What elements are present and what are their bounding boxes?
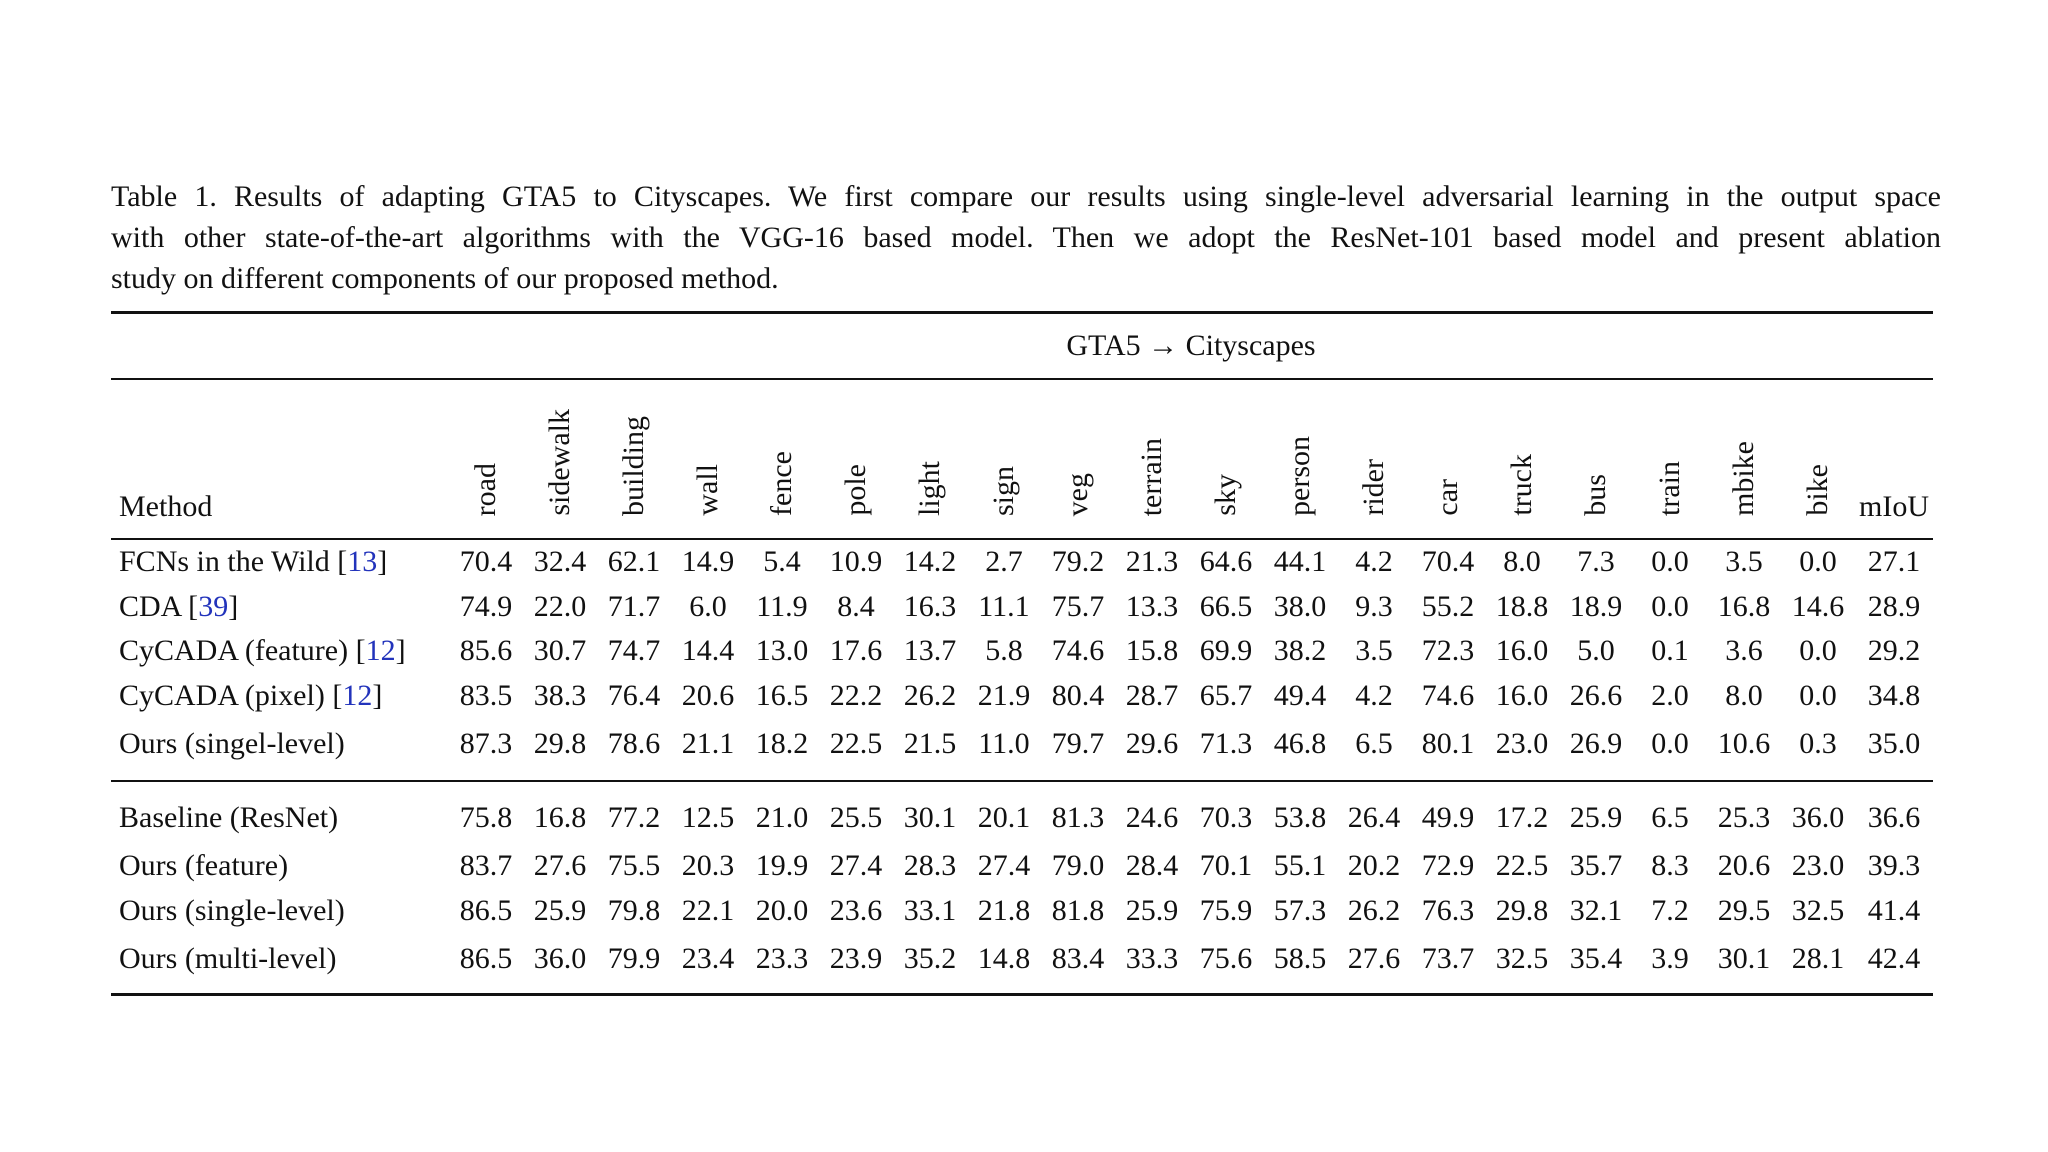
column-header-fence (745, 379, 819, 539)
column-header-label: bike (1801, 464, 1834, 516)
column-header-veg (1041, 379, 1115, 539)
table-cell: 29.2 (1867, 634, 1921, 668)
table-row (111, 933, 1933, 995)
table-cell: 18.8 (1495, 589, 1549, 623)
table-cell: 44.1 (1273, 545, 1327, 579)
table-cell: 21.8 (977, 893, 1031, 927)
table-cell: 20.6 (1717, 849, 1771, 883)
table-cell: 3.6 (1725, 634, 1763, 668)
table-cell: 75.9 (1199, 893, 1253, 927)
table-cell: 30.7 (533, 634, 587, 668)
table-cell: 7.3 (1577, 545, 1615, 579)
table-cell: 74.6 (1421, 678, 1475, 712)
table-cell: 77.2 (607, 801, 661, 834)
caption-line: study on different components of our proposed method. (111, 262, 779, 295)
table-cell: 81.3 (1051, 801, 1105, 834)
column-header-label: wall (691, 464, 724, 516)
table-cell: 29.8 (523, 718, 597, 781)
citation-bracket: ] (228, 589, 239, 623)
table-cell: 18.2 (745, 718, 819, 781)
table-cell: 21.5 (893, 718, 967, 781)
table-cell: 18.9 (1569, 589, 1623, 623)
table-cell: 72.3 (1421, 634, 1475, 668)
table-cell: 25.9 (1569, 801, 1623, 834)
column-header-label: mbike (1727, 441, 1760, 516)
citation-bracket: ] (377, 545, 388, 579)
table-cell: 73.7 (1411, 933, 1485, 995)
table-cell: 10.6 (1707, 718, 1781, 781)
table-row (111, 889, 1933, 934)
table-cell: 17.2 (1495, 801, 1549, 834)
table-cell: 23.9 (819, 933, 893, 995)
table-cell: 16.8 (533, 801, 587, 834)
method-label: Ours (feature) (119, 849, 289, 883)
table-cell: 27.6 (1337, 933, 1411, 995)
table-row (111, 539, 1933, 585)
table-cell: 0.0 (1799, 678, 1837, 712)
table-cell: 21.0 (755, 801, 809, 834)
table-cell: 49.4 (1273, 678, 1327, 712)
method-label: Ours (single-level) (119, 893, 345, 927)
table-cell: 38.0 (1273, 589, 1327, 623)
column-header-bike (1781, 379, 1855, 539)
table-cell: 13.0 (755, 634, 809, 668)
table-cell: 32.1 (1569, 893, 1623, 927)
column-header-label: building (617, 415, 650, 516)
column-header-label: pole (839, 464, 872, 516)
column-header-label: bus (1579, 474, 1612, 516)
table-cell: 3.9 (1633, 933, 1707, 995)
column-header-label: sidewalk (543, 409, 576, 516)
table-cell: 14.6 (1791, 589, 1845, 623)
table-cell: 21.1 (671, 718, 745, 781)
table-cell: 28.3 (903, 849, 957, 883)
table-cell: 35.7 (1569, 849, 1623, 883)
table-cell: 23.6 (829, 893, 883, 927)
table-cell: 86.5 (459, 893, 513, 927)
table-cell: 32.5 (1791, 893, 1845, 927)
table-cell: 3.5 (1355, 634, 1393, 668)
table-cell: 75.6 (1189, 933, 1263, 995)
column-header-sky (1189, 379, 1263, 539)
table-cell: 0.0 (1799, 545, 1837, 579)
table-cell: 7.2 (1651, 893, 1689, 927)
column-header-row (111, 379, 1933, 539)
method-name (111, 629, 449, 674)
method-name (111, 889, 449, 934)
table-cell: 66.5 (1199, 589, 1253, 623)
table-cell: 20.1 (977, 801, 1031, 834)
column-header-label: train (1653, 461, 1686, 516)
column-header-sign (967, 379, 1041, 539)
table-cell: 6.5 (1337, 718, 1411, 781)
table-cell: 22.1 (681, 893, 735, 927)
column-header-label: sign (987, 465, 1020, 516)
table-cell: 27.1 (1867, 545, 1921, 579)
table-cell: 36.6 (1867, 801, 1921, 834)
table-cell: 0.0 (1799, 634, 1837, 668)
table-cell: 34.8 (1867, 678, 1921, 712)
table-cell: 74.7 (607, 634, 661, 668)
table-cell: 35.2 (893, 933, 967, 995)
table-cell: 25.9 (1125, 893, 1179, 927)
table-cell: 36.0 (1791, 801, 1845, 834)
table-cell: 6.5 (1651, 801, 1689, 834)
table-cell: 87.3 (449, 718, 523, 781)
method-name (111, 674, 449, 719)
table-cell: 28.1 (1781, 933, 1855, 995)
column-header-road (449, 379, 523, 539)
table-cell: 20.2 (1347, 849, 1401, 883)
table-cell: 8.3 (1651, 849, 1689, 883)
table-cell: 39.3 (1867, 849, 1921, 883)
table-cell: 23.3 (745, 933, 819, 995)
table-cell: 15.8 (1125, 634, 1179, 668)
table-cell: 6.0 (689, 589, 727, 623)
column-header-person (1263, 379, 1337, 539)
table-row (111, 718, 1933, 781)
table-cell: 74.6 (1051, 634, 1105, 668)
table-cell: 17.6 (829, 634, 883, 668)
table-cell: 55.1 (1273, 849, 1327, 883)
table-cell: 35.4 (1559, 933, 1633, 995)
table-cell: 80.1 (1411, 718, 1485, 781)
table-cell: 71.7 (607, 589, 661, 623)
table-cell: 79.7 (1041, 718, 1115, 781)
method-label: Baseline (ResNet) (119, 801, 339, 834)
method-label: CDA [ (119, 589, 199, 623)
table-cell: 76.3 (1421, 893, 1475, 927)
method-name (111, 585, 449, 630)
table-cell: 16.5 (755, 678, 809, 712)
caption-line: with other state-of-the-art algorithms with the VGG-16 based model. Then we adopt the ResNet-101 based model and present ablation (111, 221, 1941, 254)
citation-bracket: ] (372, 678, 383, 712)
table-cell: 78.6 (597, 718, 671, 781)
table-cell: 16.0 (1495, 678, 1549, 712)
table-row (111, 844, 1933, 889)
table-cell: 29.5 (1717, 893, 1771, 927)
table-cell: 23.0 (1485, 718, 1559, 781)
method-name (111, 539, 449, 585)
table-cell: 71.3 (1189, 718, 1263, 781)
method-label: Ours (singel-level) (119, 727, 345, 760)
table-cell: 4.2 (1355, 545, 1393, 579)
table-cell: 20.3 (681, 849, 735, 883)
table-cell: 19.9 (755, 849, 809, 883)
table-cell: 14.8 (967, 933, 1041, 995)
column-header-label: veg (1061, 472, 1094, 516)
table-cell: 70.3 (1199, 801, 1253, 834)
column-header-pole (819, 379, 893, 539)
table-cell: 26.4 (1347, 801, 1401, 834)
table-cell: 27.6 (533, 849, 587, 883)
table-cell: 85.6 (459, 634, 513, 668)
table-cell: 62.1 (607, 545, 661, 579)
table-cell: 35.0 (1855, 718, 1933, 781)
table-cell: 5.8 (985, 634, 1023, 668)
method-label: CyCADA (feature) [ (119, 634, 366, 668)
table-cell: 80.4 (1051, 678, 1105, 712)
table-cell: 8.4 (837, 589, 875, 623)
table-cell: 12.5 (681, 801, 735, 834)
method-name (111, 781, 449, 844)
column-header-sidewalk (523, 379, 597, 539)
column-header-miou: mIoU (1855, 379, 1933, 539)
table-cell: 14.9 (681, 545, 735, 579)
table-cell: 70.1 (1199, 849, 1253, 883)
table-row (111, 674, 1933, 719)
table-cell: 9.3 (1355, 589, 1393, 623)
column-header-label: road (469, 462, 502, 516)
table-cell: 64.6 (1199, 545, 1253, 579)
method-label: FCNs in the Wild [ (119, 545, 348, 579)
table-cell: 32.4 (533, 545, 587, 579)
table-row (111, 629, 1933, 674)
table-cell: 72.9 (1421, 849, 1475, 883)
table-cell: 22.5 (1495, 849, 1549, 883)
citation-link[interactable]: 12 (342, 678, 373, 712)
table-cell: 22.5 (819, 718, 893, 781)
column-header-mbike (1707, 379, 1781, 539)
method-label: Ours (multi-level) (119, 942, 337, 975)
table-cell: 30.1 (1707, 933, 1781, 995)
table-cell: 53.8 (1273, 801, 1327, 834)
table-cell: 16.3 (903, 589, 957, 623)
table-cell: 16.8 (1717, 589, 1771, 623)
table-cell: 23.0 (1791, 849, 1845, 883)
column-header-truck (1485, 379, 1559, 539)
table-row (111, 585, 1933, 630)
table-cell: 46.8 (1263, 718, 1337, 781)
table-cell: 26.2 (903, 678, 957, 712)
table-cell: 4.2 (1355, 678, 1393, 712)
table-cell: 26.2 (1347, 893, 1401, 927)
column-header-label: terrain (1135, 437, 1168, 516)
table-cell: 83.7 (459, 849, 513, 883)
table-cell: 21.3 (1125, 545, 1179, 579)
table-cell: 83.5 (459, 678, 513, 712)
table-cell: 20.6 (681, 678, 735, 712)
table-cell: 13.3 (1125, 589, 1179, 623)
table-cell: 5.0 (1577, 634, 1615, 668)
table-cell: 81.8 (1051, 893, 1105, 927)
table-cell: 3.5 (1725, 545, 1763, 579)
column-header-label: light (913, 460, 946, 516)
table-cell: 83.4 (1041, 933, 1115, 995)
table-cell: 32.5 (1485, 933, 1559, 995)
table-cell: 24.6 (1125, 801, 1179, 834)
table-cell: 70.4 (459, 545, 513, 579)
table-cell: 65.7 (1199, 678, 1253, 712)
table-cell: 2.0 (1651, 678, 1689, 712)
table-cell: 76.4 (607, 678, 661, 712)
column-header-building (597, 379, 671, 539)
column-header-wall (671, 379, 745, 539)
column-header-terrain (1115, 379, 1189, 539)
table-cell: 20.0 (755, 893, 809, 927)
table-cell: 14.4 (681, 634, 735, 668)
table-cell: 86.5 (449, 933, 523, 995)
table-cell: 11.1 (978, 589, 1030, 623)
table-cell: 38.2 (1273, 634, 1327, 668)
group-header-row (111, 313, 1933, 380)
table-cell: 2.7 (985, 545, 1023, 579)
table-cell: 58.5 (1263, 933, 1337, 995)
citation-bracket: ] (395, 634, 406, 668)
caption-line: Table 1. Results of adapting GTA5 to Cityscapes. We first compare our results using single-level adversarial learning in the output space (111, 180, 1941, 213)
table-cell: 8.0 (1503, 545, 1541, 579)
table-cell: 16.0 (1495, 634, 1549, 668)
results-table (111, 311, 1933, 996)
table-cell: 21.9 (977, 678, 1031, 712)
table-cell: 79.2 (1051, 545, 1105, 579)
column-header-car (1411, 379, 1485, 539)
column-header-train (1633, 379, 1707, 539)
citation-link[interactable]: 12 (365, 634, 396, 668)
table-cell: 14.2 (903, 545, 957, 579)
table-cell: 70.4 (1421, 545, 1475, 579)
citation-link[interactable]: 13 (347, 545, 378, 579)
table-cell: 23.4 (671, 933, 745, 995)
table-cell: 11.0 (967, 718, 1041, 781)
table-cell: 5.4 (763, 545, 801, 579)
table-cell: 22.2 (829, 678, 883, 712)
method-label: CyCADA (pixel) [ (119, 678, 343, 712)
table-cell: 8.0 (1725, 678, 1763, 712)
citation-link[interactable]: 39 (198, 589, 229, 623)
table-cell: 75.8 (459, 801, 513, 834)
table-cell: 33.1 (903, 893, 957, 927)
table-cell: 75.5 (607, 849, 661, 883)
table-cell: 29.6 (1115, 718, 1189, 781)
table-cell: 27.4 (829, 849, 883, 883)
table-cell: 69.9 (1199, 634, 1253, 668)
table-cell: 28.7 (1125, 678, 1179, 712)
table-cell: 10.9 (829, 545, 883, 579)
table-cell: 33.3 (1115, 933, 1189, 995)
table-cell: 27.4 (977, 849, 1031, 883)
table-row (111, 781, 1933, 844)
table-cell: 42.4 (1855, 933, 1933, 995)
table-cell: 75.7 (1051, 589, 1105, 623)
table-cell: 25.9 (533, 893, 587, 927)
column-header-label: sky (1209, 474, 1242, 516)
table-caption (111, 176, 1941, 299)
column-header-bus (1559, 379, 1633, 539)
column-header-light (893, 379, 967, 539)
table-cell: 13.7 (903, 634, 957, 668)
table-cell: 79.9 (597, 933, 671, 995)
method-name (111, 933, 449, 995)
table-cell: 0.1 (1651, 634, 1689, 668)
method-header: Method (111, 379, 449, 539)
column-header-label: truck (1505, 454, 1538, 516)
table-cell: 11.9 (756, 589, 808, 623)
table-cell: 25.5 (829, 801, 883, 834)
table-cell: 22.0 (533, 589, 587, 623)
table-cell: 30.1 (903, 801, 957, 834)
method-name (111, 718, 449, 781)
table-cell: 57.3 (1273, 893, 1327, 927)
table-cell: 26.9 (1559, 718, 1633, 781)
table-cell: 79.8 (607, 893, 661, 927)
column-header-label: car (1431, 479, 1464, 516)
table-cell: 0.0 (1633, 718, 1707, 781)
table-cell: 0.3 (1781, 718, 1855, 781)
table-cell: 49.9 (1421, 801, 1475, 834)
table-cell: 28.9 (1867, 589, 1921, 623)
table-cell: 55.2 (1421, 589, 1475, 623)
table-cell: 26.6 (1569, 678, 1623, 712)
table-cell: 25.3 (1717, 801, 1771, 834)
table-cell: 79.0 (1051, 849, 1105, 883)
column-header-label: fence (765, 451, 798, 516)
table-cell: 0.0 (1651, 545, 1689, 579)
column-header-label: rider (1357, 459, 1390, 516)
table-cell: 28.4 (1125, 849, 1179, 883)
table-cell: 74.9 (459, 589, 513, 623)
column-header-label: person (1283, 436, 1316, 516)
table-cell: 38.3 (533, 678, 587, 712)
table-cell: 41.4 (1867, 893, 1921, 927)
table-cell: 29.8 (1495, 893, 1549, 927)
table-cell: 36.0 (523, 933, 597, 995)
column-header-rider (1337, 379, 1411, 539)
method-name (111, 844, 449, 889)
table-cell: 0.0 (1651, 589, 1689, 623)
group-header: GTA5 → Cityscapes (449, 313, 1933, 380)
